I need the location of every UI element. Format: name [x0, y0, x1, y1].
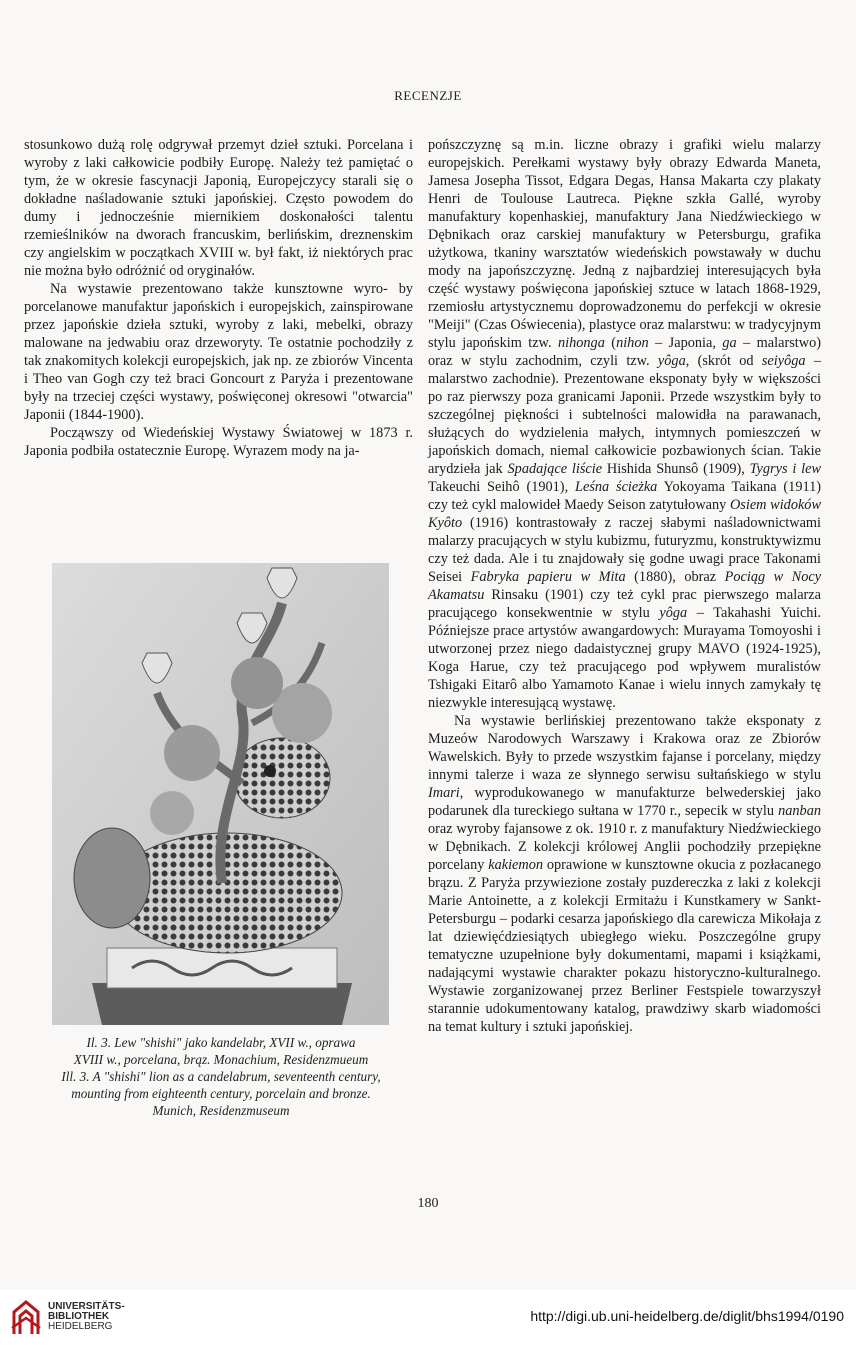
- text-run: (: [611, 335, 617, 351]
- italic-term: nihonga: [557, 335, 605, 351]
- italic-term: yôga: [659, 605, 688, 621]
- paragraph: Począwszy od Wiedeńskiej Wystawy Światowej w 1873 r. Japonia podbiła ostatecznie Europę. Wyrazem mody na ja-: [24, 425, 413, 459]
- text-run: – malarstwo) oraz w stylu zachodnim, czyli tzw.: [428, 335, 821, 369]
- italic-term: ga: [722, 335, 737, 351]
- right-column: [428, 136, 821, 1036]
- italic-term: kakiemon: [488, 857, 544, 873]
- text-run: – malarstwo zachodnie). Prezentowane eksponaty były w większości po raz pierwszy poza granicami Japonii. Przede wszystkim były to szczególnej piękności i subtelności malowidła na parawanach, służących do wydzielenia małych, intymnych pomieszczeń w japońskich domach, niemal całkowicie pozbawionych ścian. Takie arydzieła jak: [428, 353, 822, 477]
- text-run: , wyprodukowanego w manufakturze belwederskiej jako podarunek dla tureckiego sułtana w 1770 r., sepecik w stylu: [428, 785, 821, 819]
- figure-caption: [26, 1034, 416, 1119]
- text-run: oprawione w kunsztowne okucia z pozłacanego brązu. Z Paryża przywiezione zostały puzdereczka z laki z kolekcji Marie Antoinette, a z kolekcji Ermitażu i Kunstkamery w Sankt-Petersburgu – podarki cesarza japońskiego dla carewicza Mikołaja z lat dziewięćdziesiątych ubiegłego wieku. Poszczególne grupy tematyczne uzupełnione były dokumentami, mapami i książkami, nadającymi wystawie charakter pokazu historyczno-kulturalnego. Wystawie zorganizowanej przez Berliner Festspiele towarzyszył starannie udokumentowany katalog, prawdziwy skarb wiadomości na temat kultury i sztuki japońskiej.: [428, 857, 821, 1035]
- text-run: (1880), obraz: [634, 569, 717, 585]
- paragraph: stosunkowo dużą rolę odgrywał przemyt dzieł sztuki. Porcelana i wyroby z laki całkowicie podbiły Europę. Należy też pamiętać o tym, że w okresie fascynacji Japonią, Europejczycy starali się o dokładne naśladowanie sztuki japońskiej. Często powodem do dumy i jednocześnie miernikiem doskonałości talentu rzemieślników na dworach francuskim, berlińskim, dreznenskim czy angielskim w początkach XVIII w. był fakt, iż niektórych prac nie można było odróżnić od oryginałów.: [24, 137, 413, 279]
- italic-title: Spadające liście: [507, 461, 603, 477]
- paragraph: [428, 712, 821, 1036]
- permalink-url[interactable]: http://digi.ub.uni-heidelberg.de/diglit/bhs1994/0190: [530, 1308, 844, 1324]
- caption-line: Munich, Residenzmuseum: [152, 1103, 290, 1118]
- figure-shishi-lion-photo: [52, 563, 389, 1025]
- italic-title: Leśna ścieżka: [575, 479, 658, 495]
- university-library-logo-icon[interactable]: [10, 1298, 42, 1336]
- paragraph: [428, 136, 821, 712]
- caption-line: mounting from eighteenth century, porcelain and bronze.: [71, 1086, 371, 1101]
- italic-term: nihon: [616, 335, 649, 351]
- text-run: – Japonia,: [655, 335, 716, 351]
- italic-title: Tygrys i lew: [749, 461, 821, 477]
- text-run: Yokoyama Taikana (1911) czy też cykl malowideł Maedy Seison zatytułowany: [428, 479, 822, 513]
- library-name-line: UNIVERSITÄTS-: [48, 1301, 125, 1312]
- italic-term: Imari: [428, 785, 460, 801]
- text-run: , (skrót od: [685, 353, 754, 369]
- italic-term: yôga: [657, 353, 686, 369]
- italic-title: Fabryka papieru w Mita: [470, 569, 626, 585]
- text-run: Na wystawie berlińskiej prezentowano także eksponaty z Muzeów Narodowych Warszawy i Krakowa oraz ze Zbiorów Wawelskich. Były to przede wszystkim fajanse i porcelany, między innymi talerze i waza ze słynnego serwisu sułtańskiego w stylu: [428, 713, 821, 783]
- italic-title: Pociąg w Nocy Akamatsu: [428, 569, 822, 603]
- page-number: 180: [417, 1196, 439, 1211]
- library-name-line: BIBLIOTHEK: [48, 1311, 110, 1322]
- text-run: Hishida Shunsô (1909),: [606, 461, 745, 477]
- library-name-line: HEIDELBERG: [48, 1321, 113, 1332]
- paragraph: Na wystawie prezentowano także kunsztowne wyro- by porcelanowe manufaktur japońskich i europejskich, zainspirowane przez japońskie dzieła sztuki, wyroby z laki, mebelki, obrazy malowane na jedwabiu oraz drzeworyty. Te ostatnie pochodziły z tak znakomitych kolekcji europejskich, jak np. ze zbiorów Vincenta i Theo van Gogh czy też braci Goncourt z Paryża i prezentowane były na trzeciej części wystawy, poświęconej okresowi "otwarcia" Japonii (1844-1900).: [24, 281, 413, 423]
- caption-line: Il. 3. Lew "shishi" jako kandelabr, XVII w., oprawa: [86, 1035, 356, 1050]
- text-run: pońszczyznę są m.in. liczne obrazy i grafiki wielu malarzy europejskich. Perełkami wystawy były obrazy Edwarda Maneta, Jamesa Josepha Tissot, Edgara Degas, Hansa Makarta czy plakaty Henri de Toulouse Lautreca. Piękne szkła Gallé, wyroby manufaktury kopenhaskiej, manufaktury Jana Niedźwieckiego w Dębnikach oraz carskiej manufaktury w Petersburgu, grafika użytkowa, tkaniny warsztatów wiedeńskich powstawały w duchu mody na japońszczyznę. Jedną z najbardziej interesujących była część wystawy poświęcona japońskiej sztuce w latach 1868-1929, rzemiosłu artystycznemu doprowadzonemu do perfekcji w okresie "Meiji" (Czas Oświecenia), plastyce oraz malarstwu: w tradycyjnym stylu japońskim tzw.: [428, 137, 821, 351]
- caption-line: Ill. 3. A "shishi" lion as a candelabrum, seventeenth century,: [61, 1069, 381, 1084]
- library-name: [48, 1302, 125, 1332]
- text-run: Rinsaku (1901) czy też cykl prac pierwszego malarza pracującego konsekwentnie w stylu: [428, 587, 821, 621]
- viewer-footer: [0, 1290, 856, 1351]
- text-run: – Takahashi Yuichi. Późniejsze prace artystów awangardowych: Murayama Tomoyoshi i utworzonej przez niego dadaistycznej grupy MAVO (1924-1925), Koga Harue, czy też pracującego pod wpływem muralistów Tshigaki Eitarô albo Yamamoto Kanae i wielu innych zamykały tę niezwykle interesującą wystawę.: [428, 605, 822, 711]
- left-column: [24, 136, 413, 460]
- text-run: (1916) kontrastowały z raczej słabymi naśladownictwami malarzy pracujących w stylu kubizmu, futuryzmu, konstruktywizmu czy też dada. Ale i tu znajdowały się godne uwagi prace Takonami Seisei: [428, 515, 822, 585]
- italic-term: nanban: [778, 803, 821, 819]
- italic-title: Osiem widoków Kyôto: [428, 497, 821, 531]
- italic-term: seiyôga: [761, 353, 806, 369]
- caption-line: XVIII w., porcelana, brąz. Monachium, Residenzmueum: [73, 1052, 369, 1067]
- running-head: RECENZJE: [394, 88, 462, 103]
- text-run: oraz wyroby fajansowe z ok. 1910 r. z manufaktury Niedźwieckiego w Dębnikach. Z kolekcji królowej Anglii pochodziły przepiękne porcelany: [428, 821, 821, 873]
- text-run: Takeuchi Seihô (1901),: [428, 479, 569, 495]
